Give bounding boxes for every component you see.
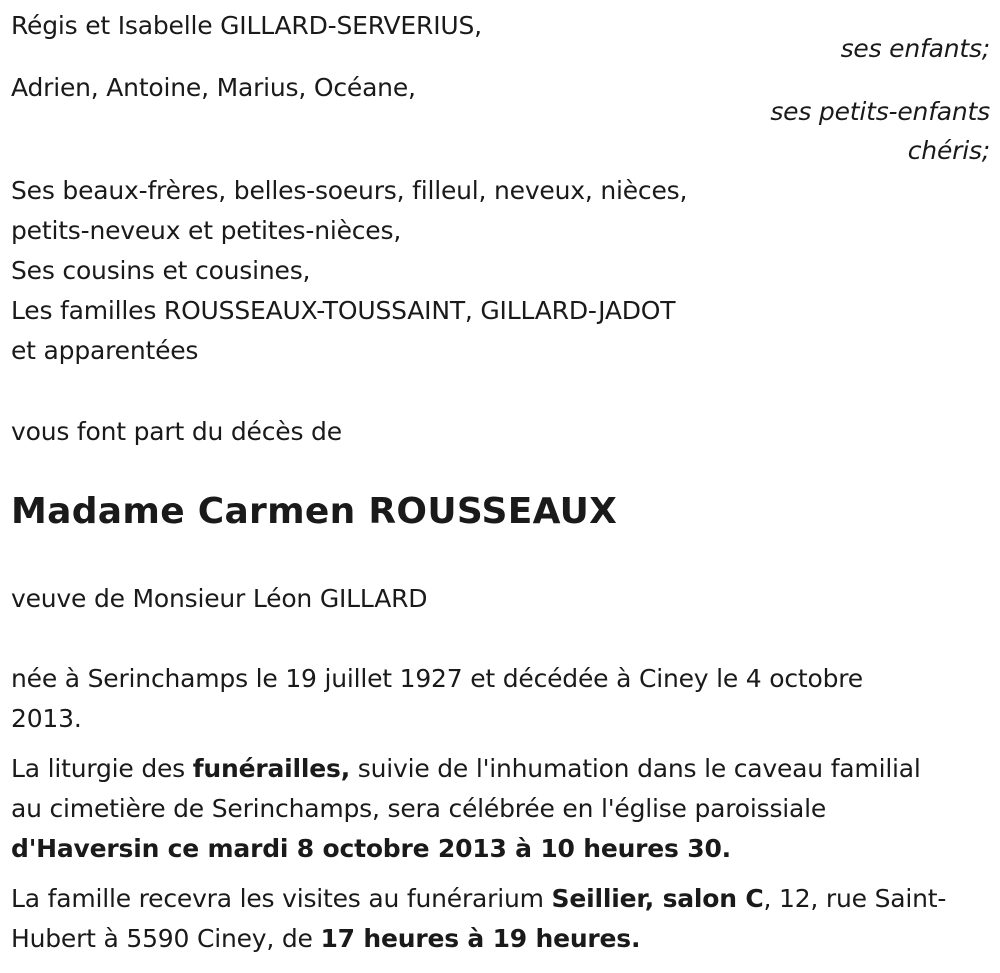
visits-line-1: La famille recevra les visites au funérarium Seillier, salon C, 12, rue Saint- [11, 884, 947, 913]
grandchildren-role-line-1: ses petits-enfants [770, 97, 990, 126]
deceased-name: Madame Carmen ROUSSEAUX [11, 491, 618, 532]
funeral-line-3 [11, 829, 731, 869]
relatives-line-4: Les familles ROUSSEAUX-TOUSSAINT, GILLARD-JADOT [11, 296, 676, 325]
children-role: ses enfants; [840, 34, 990, 63]
funeral-date-bold: d'Haversin ce mardi 8 octobre 2013 à 10 heures 30. [11, 834, 731, 863]
children-names: Régis et Isabelle GILLARD-SERVERIUS, [11, 11, 482, 40]
relatives-line-2: petits-neveux et petites-nièces, [11, 216, 402, 245]
funerarium-name: Seillier, salon C [551, 884, 764, 913]
visits-hours: 17 heures à 19 heures. [320, 924, 641, 953]
funeral-bold: funérailles, [192, 754, 351, 783]
grandchildren-role-line-2: chéris; [907, 136, 990, 165]
birth-death-line-2: 2013. [11, 704, 82, 733]
relatives-line-1: Ses beaux-frères, belles-soeurs, filleul, neveux, nièces, [11, 176, 688, 205]
announcement-intro: vous font part du décès de [11, 417, 342, 446]
visits-line-2: Hubert à 5590 Ciney, de 17 heures à 19 heures. [11, 924, 641, 953]
relatives-line-3: Ses cousins et cousines, [11, 256, 311, 285]
widow-of: veuve de Monsieur Léon GILLARD [11, 584, 428, 613]
birth-death-line-1: née à Serinchamps le 19 juillet 1927 et décédée à Ciney le 4 octobre [11, 664, 863, 693]
relatives-line-5: et apparentées [11, 336, 199, 365]
grandchildren-names: Adrien, Antoine, Marius, Océane, [11, 73, 416, 102]
funeral-line-2: au cimetière de Serinchamps, sera célébrée en l'église paroissiale [11, 794, 827, 823]
funeral-line-1: La liturgie des funérailles, suivie de l'inhumation dans le caveau familial [11, 754, 921, 783]
